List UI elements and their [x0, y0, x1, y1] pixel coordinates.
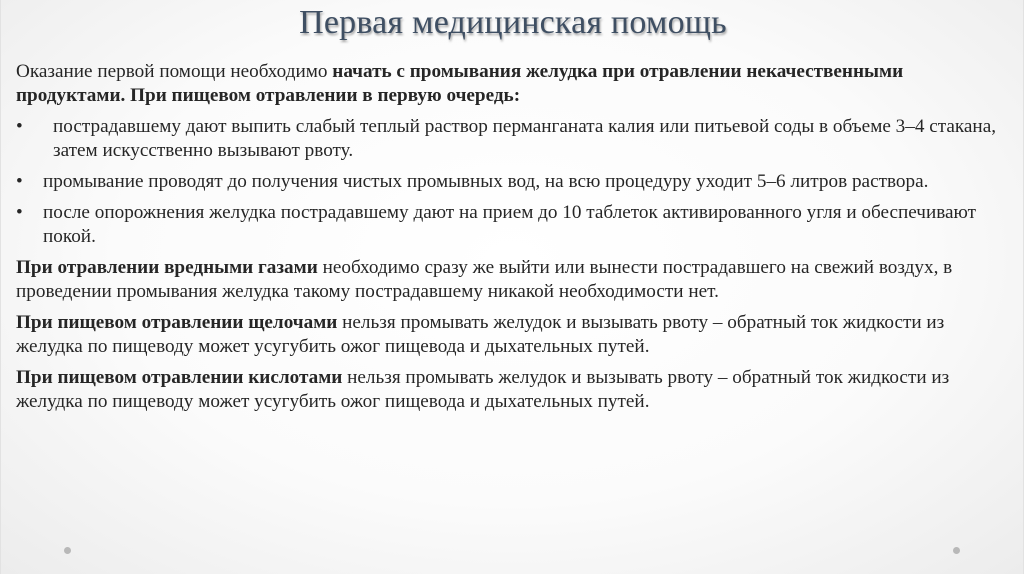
- gases-bold-text: При отравлении вредными газами: [16, 257, 318, 278]
- bullet-icon: •: [16, 202, 23, 223]
- slide-title: Первая медицинская помощь: [299, 4, 727, 41]
- bullet-icon: •: [16, 116, 23, 137]
- intro-text: Оказание первой помощи необходимо: [16, 61, 333, 82]
- bullet-text: после опорожнения желудка пострадавшему дают на прием до 10 таблеток активированного угля и обеспечивают покой.: [43, 202, 977, 247]
- alkali-text: нельзя промывать желудок и вызывать рвоту – обратный ток жидкости из желудка по пищеводу может усугубить ожог пищевода и дыхательных путей.: [16, 312, 945, 357]
- acid-text: нельзя промывать желудок и вызывать рвоту – обратный ток жидкости из желудка по пищеводу может усугубить ожог пищевода и дыхательных путей.: [16, 367, 950, 412]
- bullet-item-2: [16, 170, 1001, 194]
- acid-bold-text: При пищевом отравлении кислотами: [16, 367, 343, 388]
- bullet-text: промывание проводят до получения чистых промывных вод, на всю процедуру уходит 5–6 литров раствора.: [43, 171, 929, 192]
- gases-paragraph: [16, 256, 1001, 304]
- intro-bold-text: начать с промывания желудка при отравлении некачественными продуктами. При пищевом отравлении в первую очередь:: [16, 61, 904, 106]
- intro-paragraph: [16, 60, 1001, 108]
- bullet-item-3: [16, 201, 1001, 249]
- corner-dot-icon: [953, 547, 960, 554]
- corner-dot-icon: [64, 547, 71, 554]
- bullet-icon: •: [16, 171, 23, 192]
- alkali-paragraph: [16, 311, 1001, 359]
- alkali-bold-text: При пищевом отравлении щелочами: [16, 312, 338, 333]
- bullet-text: пострадавшему дают выпить слабый теплый раствор перманганата калия или питьевой соды в объеме 3–4 стакана, затем искусственно вызывают рвоту.: [53, 116, 997, 161]
- gases-text: необходимо сразу же выйти или вынести пострадавшего на свежий воздух, в проведении промывания желудка такому пострадавшему никакой необходимости нет.: [16, 257, 953, 302]
- acid-paragraph: [16, 366, 1001, 414]
- slide-body: [16, 60, 1001, 421]
- bullet-item-1: [16, 115, 1001, 163]
